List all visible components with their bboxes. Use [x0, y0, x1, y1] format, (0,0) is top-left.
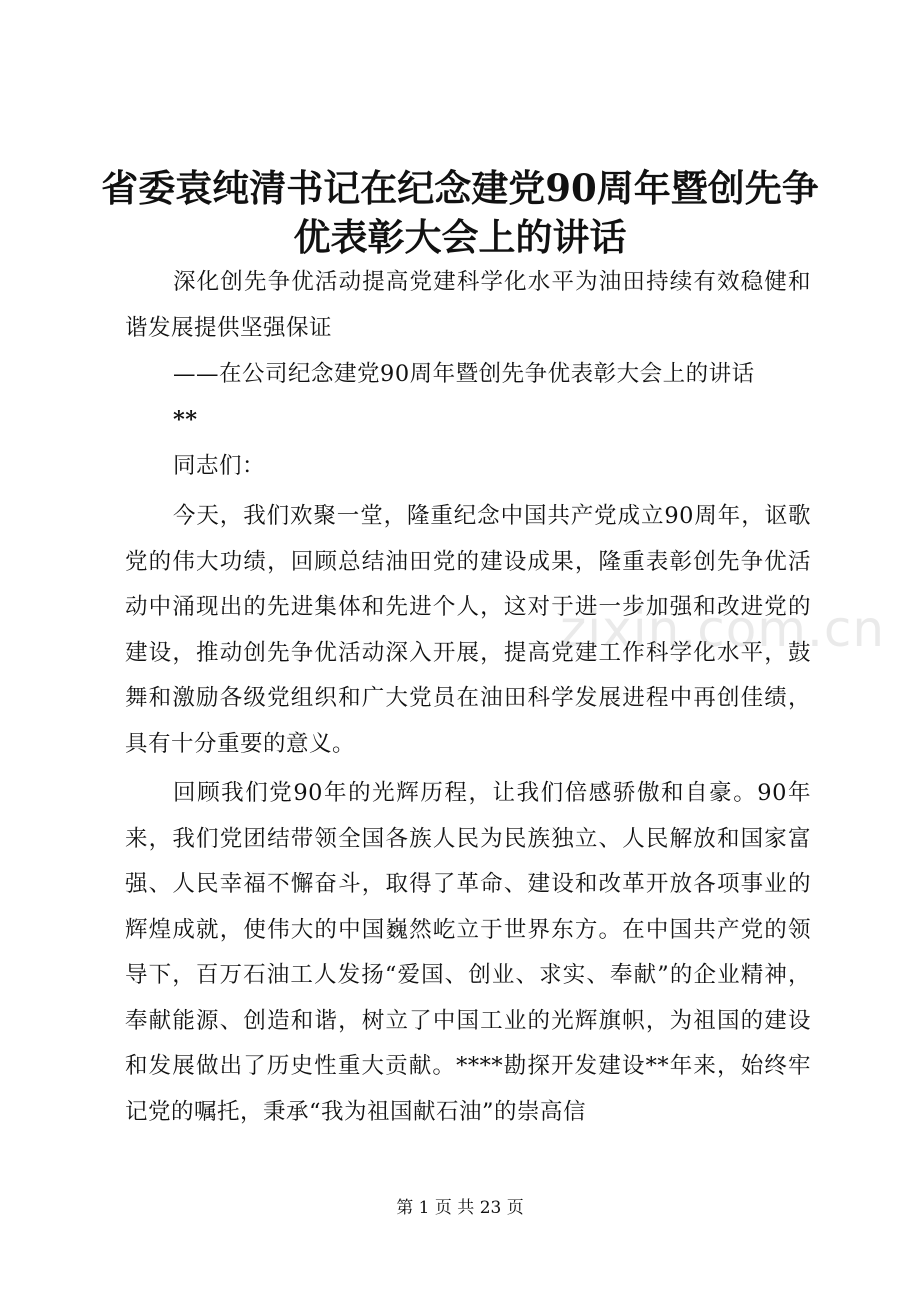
speaker-name-masked: **	[173, 407, 198, 433]
speech-occasion-line: ——在公司纪念建党90周年暨创先争优表彰大会上的讲话	[173, 361, 755, 387]
site-watermark: zixin.com.cn	[560, 600, 886, 658]
paragraph-1: 今天，我们欢聚一堂，隆重纪念中国共产党成立90周年，讴歌党的伟大功绩，回顾总结油田党的建设成果，隆重表彰创先争优活动中涌现出的先进集体和先进个人，这对于进一步加强和改进党的建设，推动创先争优活动深入开展，提高党建工作科学化水平，鼓舞和激励各级党组织和广大党员在油田科学发展进程中再创佳绩，具有十分重要的意义。	[125, 503, 811, 757]
document-title-line-1: 省委袁纯清书记在纪念建党90周年暨创先争	[101, 166, 819, 210]
page-footer: 第 1 页 共 23 页	[396, 1198, 524, 1218]
document-title-line-2: 优表彰大会上的讲话	[293, 215, 627, 259]
paragraph-2: 回顾我们党90年的光辉历程，让我们倍感骄傲和自豪。90年来，我们党团结带领全国各族人民为民族独立、人民解放和国家富强、人民幸福不懈奋斗，取得了革命、建设和改革开放各项事业的辉煌成就，使伟大的中国巍然屹立于世界东方。在中国共产党的领导下，百万石油工人发扬“爱国、创业、求实、奉献”的企业精神，奉献能源、创造和谐，树立了中国工业的光辉旗帜，为祖国的建设和发展做出了历史性重大贡献。****勘探开发建设**年来，始终牢记党的嘱托，秉承“我为祖国献石油”的崇高信	[125, 780, 811, 1125]
greeting: 同志们：	[173, 453, 266, 479]
speech-subtitle: 深化创先争优活动提高党建科学化水平为油田持续有效稳健和谐发展提供坚强保证	[125, 269, 811, 341]
